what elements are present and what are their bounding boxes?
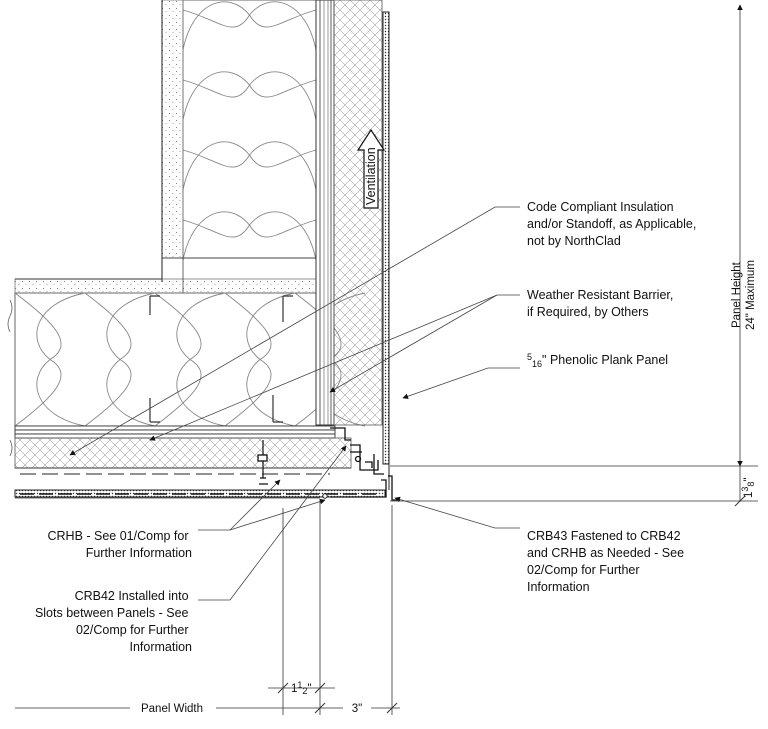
upper-insulation <box>162 0 316 282</box>
callout-wrb: Weather Resistant Barrier, if Required, by Others <box>527 288 674 319</box>
callout-phenolic-panel: $^5_{16}$" Phenolic Plank Panel <box>527 352 669 369</box>
callout-crhb: CRHB - See 01/Comp for Further Information <box>47 529 192 560</box>
panel-width-label: Panel Width <box>140 703 204 715</box>
vertical-furring <box>316 0 382 425</box>
upper-stipple-band <box>15 258 316 293</box>
callout-insulation: Code Compliant Insulation and/or Standoff, as Applicable, not by NorthClad <box>527 200 697 248</box>
panel-height-label: Panel Height <box>731 262 743 328</box>
callout-crb42: CRB42 Installed into Slots between Panels - See 02/Comp for Further Information <box>34 589 192 654</box>
horizontal-layers <box>15 426 385 498</box>
joint-dimension-label: $1^3_8$" <box>740 477 756 498</box>
callout-crb43: CRB43 Fastened to CRB42 and CRHB as Needed - See 02/Comp for Further Information <box>527 529 685 594</box>
lower-insulation <box>15 293 365 426</box>
three-inch-label: 3" <box>351 703 363 715</box>
gap-dimension-label: $1^1_2$" <box>291 680 312 696</box>
break-marks <box>8 300 12 456</box>
ventilation-label: Ventilation <box>364 147 378 205</box>
panel-height-max-label: 24" Maximum <box>745 260 757 330</box>
vertical-panel <box>383 12 389 490</box>
